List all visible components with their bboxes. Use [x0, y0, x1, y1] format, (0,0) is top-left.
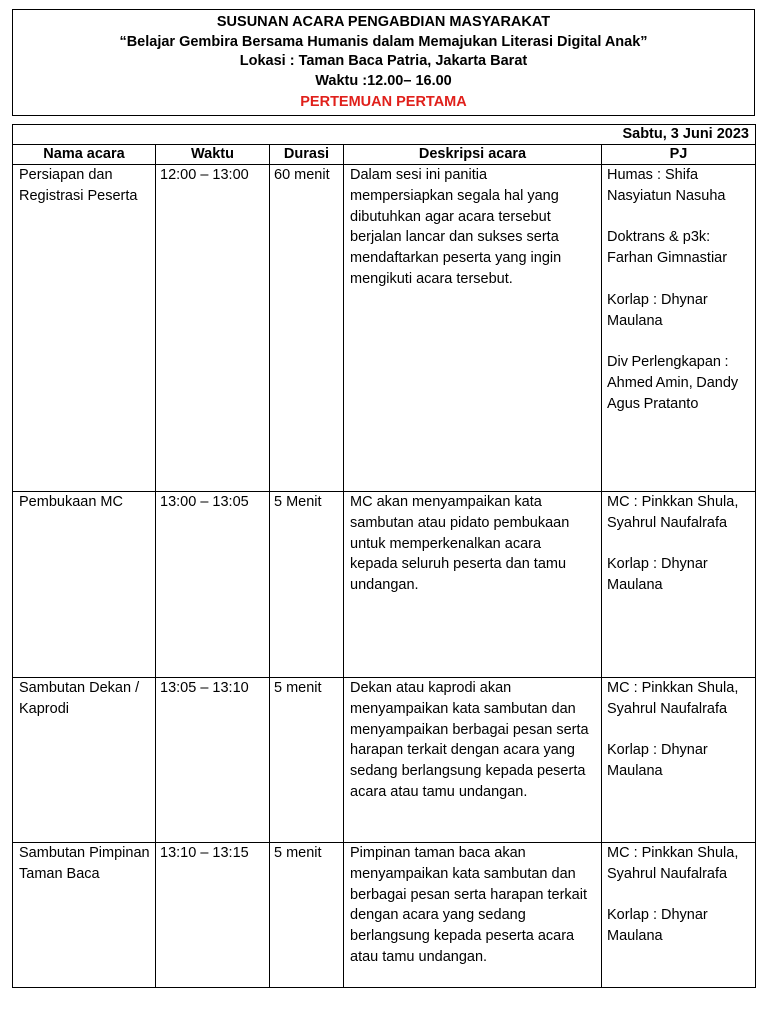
event-date: Sabtu, 3 Juni 2023 [13, 125, 756, 145]
pj-entry: Div Perlengkapan : Ahmed Amin, Dandy Agus Pratanto [607, 354, 739, 412]
column-header-pj: PJ [602, 145, 756, 165]
agenda-name: Persiapan dan Registrasi Peserta [13, 165, 156, 492]
agenda-pj [602, 843, 756, 988]
agenda-pj [602, 678, 756, 843]
agenda-name: Pembukaan MC [13, 492, 156, 678]
table-row [13, 843, 756, 988]
pj-entry: MC : Pinkkan Shula, Syahrul Naufalrafa [607, 680, 739, 717]
agenda-time: 13:00 – 13:05 [156, 492, 270, 678]
agenda-duration: 5 Menit [270, 492, 344, 678]
pj-entry: Humas : Shifa Nasyiatun Nasuha [607, 167, 726, 204]
table-row [13, 678, 756, 843]
header-box [12, 9, 755, 116]
agenda-duration: 5 menit [270, 678, 344, 843]
pj-entry: Korlap : Dhynar Maulana [607, 742, 708, 780]
date-row [13, 125, 756, 145]
agenda-time: 13:10 – 13:15 [156, 843, 270, 988]
agenda-description: Dalam sesi ini panitia mempersiapkan segala hal yang dibutuhkan agar acara tersebut berjalan lancar dan sukses serta mendaftarkan peserta yang ingin mengikuti acara tersebut. [344, 165, 602, 492]
agenda-time: 13:05 – 13:10 [156, 678, 270, 843]
agenda-description: MC akan menyampaikan kata sambutan atau pidato pembukaan untuk memperkenalkan acara kepada seluruh peserta dan tamu undangan. [344, 492, 602, 678]
column-header-name: Nama acara [13, 145, 156, 165]
pj-entry: MC : Pinkkan Shula, Syahrul Naufalrafa [607, 494, 739, 531]
agenda-name: Sambutan Dekan / Kaprodi [13, 678, 156, 843]
pj-entry: MC : Pinkkan Shula, Syahrul Naufalrafa [607, 845, 739, 882]
agenda-name: Sambutan Pimpinan Taman Baca [13, 843, 156, 988]
agenda-pj [602, 492, 756, 678]
event-location: Lokasi : Taman Baca Patria, Jakarta Barat [239, 53, 528, 69]
meeting-label: PERTEMUAN PERTAMA [300, 94, 467, 110]
event-theme: “Belajar Gembira Bersama Humanis dalam Memajukan Literasi Digital Anak” [119, 33, 648, 50]
agenda-description: Dekan atau kaprodi akan menyampaikan kata sambutan dan menyampaikan berbagai pesan serta harapan terkait dengan acara yang sedang berlangsung kepada peserta acara atau tamu undangan. [344, 678, 602, 843]
event-time: Waktu :12.00– 16.00 [315, 72, 452, 89]
table-header-row [13, 145, 756, 165]
table-row [13, 165, 756, 492]
agenda-description: Pimpinan taman baca akan menyampaikan kata sambutan dan berbagai pesan serta harapan terkait dengan acara yang sedang berlangsung kepada peserta acara atau tamu undangan. [344, 843, 602, 988]
schedule-page [12, 9, 755, 988]
pj-entry: Korlap : Dhynar Maulana [607, 556, 708, 594]
column-header-duration: Durasi [270, 145, 344, 165]
table-row [13, 492, 756, 678]
agenda-duration: 60 menit [270, 165, 344, 492]
pj-entry: Korlap : Dhynar Maulana [607, 907, 708, 945]
pj-entry: Korlap : Dhynar Maulana [607, 291, 708, 329]
agenda-pj [602, 165, 756, 492]
pj-entry: Doktrans & p3k: Farhan Gimnastiar [607, 229, 728, 267]
document-title: SUSUNAN ACARA PENGABDIAN MASYARAKAT [216, 14, 551, 30]
column-header-description: Deskripsi acara [344, 145, 602, 165]
column-header-time: Waktu [156, 145, 270, 165]
agenda-time: 12:00 – 13:00 [156, 165, 270, 492]
schedule-table [12, 124, 756, 988]
agenda-duration: 5 menit [270, 843, 344, 988]
